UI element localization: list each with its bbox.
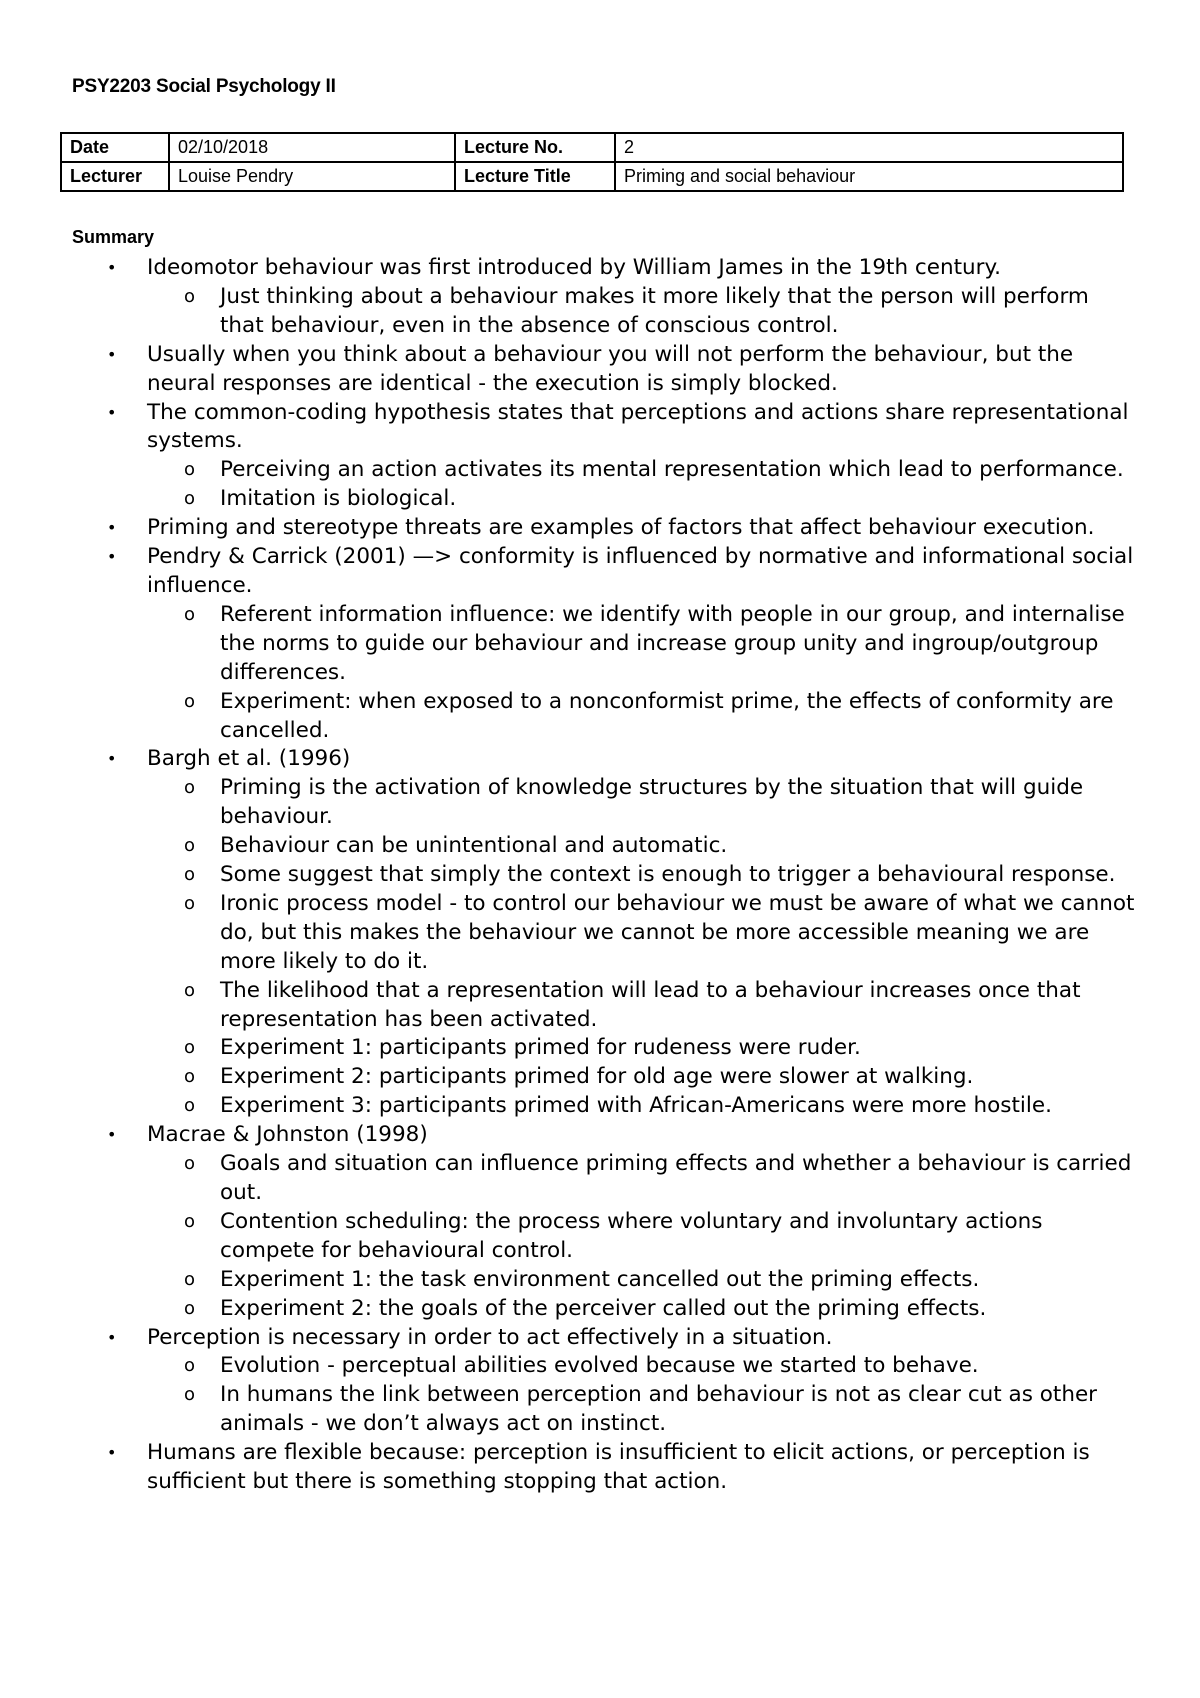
summary-item-text: Humans are flexible because: perception is insufficient to elicit actions, or perception is sufficient but there is something stopping that action. — [147, 1440, 1090, 1495]
sub-bullet-icon: o — [184, 1355, 196, 1377]
sub-item — [147, 1150, 1137, 1208]
summary-heading: Summary — [72, 227, 155, 247]
sub-item — [147, 283, 1137, 341]
sub-bullet-icon: o — [184, 690, 196, 712]
sub-item — [147, 1295, 1137, 1324]
sub-bullet-icon: o — [184, 979, 196, 1001]
sub-item-text: Evolution - perceptual abilities evolved because we started to behave. — [220, 1353, 979, 1379]
sub-bullet-icon: o — [184, 1384, 196, 1406]
lecturer-value: Louise Pendry — [169, 162, 455, 191]
sub-item — [147, 456, 1137, 485]
sub-item — [147, 832, 1137, 861]
summary-item-text: Macrae & Johnston (1998) — [147, 1122, 428, 1148]
sub-item-text: Experiment 3: participants primed with African-Americans were more hostile. — [220, 1093, 1052, 1119]
bullet-icon: • — [107, 547, 117, 567]
sub-bullet-icon: o — [184, 777, 196, 799]
summary-item-text: Priming and stereotype threats are examples of factors that affect behaviour execution. — [147, 515, 1095, 541]
sub-item-text: Perceiving an action activates its mental representation which lead to performance. — [220, 457, 1124, 483]
sub-bullet-icon: o — [184, 892, 196, 914]
lecture-title-label: Lecture Title — [455, 162, 615, 191]
sub-item-text: Imitation is biological. — [220, 486, 457, 512]
summary-list — [0, 254, 1137, 1497]
sub-item-text: Experiment 1: the task environment cancelled out the priming effects. — [220, 1266, 980, 1292]
sub-item-text: Experiment 1: participants primed for rudeness were ruder. — [220, 1035, 861, 1061]
sub-item — [147, 485, 1137, 514]
document-title: PSY2203 Social Psychology II — [72, 76, 336, 97]
bullet-icon: • — [107, 402, 117, 422]
sub-bullet-icon: o — [184, 864, 196, 886]
sub-item — [147, 977, 1137, 1035]
sub-list — [147, 774, 1137, 1121]
summary-item — [0, 745, 1137, 1121]
sub-item-text: Ironic process model - to control our behaviour we must be aware of what we cannot do, but this makes the behaviour we cannot be more accessible meaning we are more likely to do it. — [220, 890, 1135, 974]
bullet-icon: • — [107, 1327, 117, 1347]
bullet-icon: • — [107, 749, 117, 769]
lecture-no-value: 2 — [615, 133, 1123, 162]
bullet-icon: • — [107, 344, 117, 364]
sub-bullet-icon: o — [184, 459, 196, 481]
bullet-icon: • — [107, 1443, 117, 1463]
summary-item — [0, 1121, 1137, 1323]
sub-list — [147, 1352, 1137, 1439]
sub-item-text: Goals and situation can influence priming effects and whether a behaviour is carried out. — [220, 1151, 1132, 1205]
sub-item — [147, 1266, 1137, 1295]
date-value: 02/10/2018 — [169, 133, 455, 162]
summary-item-text: Perception is necessary in order to act effectively in a situation. — [147, 1324, 833, 1350]
sub-bullet-icon: o — [184, 1095, 196, 1117]
sub-item-text: Experiment 2: participants primed for old age were slower at walking. — [220, 1064, 974, 1090]
date-label: Date — [61, 133, 169, 162]
sub-list — [147, 283, 1137, 341]
summary-item — [0, 543, 1137, 745]
sub-item-text: Referent information influence: we identify with people in our group, and internalise the norms to guide our behaviour and increase group unity and ingroup/outgroup differences. — [220, 601, 1125, 685]
sub-item — [147, 1208, 1137, 1266]
summary-item-text: Bargh et al. (1996) — [147, 746, 351, 772]
bullet-icon: • — [107, 1125, 117, 1145]
sub-item-text: Experiment 2: the goals of the perceiver called out the priming effects. — [220, 1295, 987, 1321]
lecture-info-table — [60, 132, 1124, 192]
sub-bullet-icon: o — [184, 1066, 196, 1088]
sub-bullet-icon: o — [184, 488, 196, 510]
sub-bullet-icon: o — [184, 1297, 196, 1319]
sub-item-text: Priming is the activation of knowledge structures by the situation that will guide behaviour. — [220, 775, 1084, 830]
summary-item — [0, 254, 1137, 341]
sub-item — [147, 1352, 1137, 1381]
sub-list — [147, 456, 1137, 514]
sub-item — [147, 861, 1137, 890]
sub-bullet-icon: o — [184, 1153, 196, 1175]
sub-item-text: Behaviour can be unintentional and automatic. — [220, 833, 728, 859]
sub-item — [147, 1092, 1137, 1121]
sub-item-text: The likelihood that a representation will lead to a behaviour increases once that representation has been activated. — [220, 977, 1081, 1032]
sub-item-text: Experiment: when exposed to a nonconformist prime, the effects of conformity are cancelled. — [220, 688, 1114, 743]
sub-bullet-icon: o — [184, 285, 196, 307]
sub-bullet-icon: o — [184, 835, 196, 857]
sub-bullet-icon: o — [184, 603, 196, 625]
sub-item — [147, 890, 1137, 977]
summary-item — [0, 341, 1137, 399]
summary-item-text: Pendry & Carrick (2001) —> conformity is influenced by normative and informational social influence. — [147, 544, 1134, 598]
sub-item — [147, 774, 1137, 832]
bullet-icon: • — [107, 258, 117, 277]
sub-bullet-icon: o — [184, 1268, 196, 1290]
lecturer-label: Lecturer — [61, 162, 169, 191]
summary-item — [0, 514, 1137, 543]
sub-list — [147, 1150, 1137, 1323]
sub-list — [147, 601, 1137, 746]
sub-item-text: Just thinking about a behaviour makes it more likely that the person will perform that behaviour, even in the absence of conscious control. — [220, 283, 1089, 338]
sub-item — [147, 1034, 1137, 1063]
lecture-title-value: Priming and social behaviour — [615, 162, 1123, 191]
sub-item-text: Contention scheduling: the process where voluntary and involuntary actions compete for behavioural control. — [220, 1208, 1043, 1263]
sub-item — [147, 1381, 1137, 1439]
lecture-no-label: Lecture No. — [455, 133, 615, 162]
sub-item — [147, 1063, 1137, 1092]
sub-item — [147, 688, 1137, 746]
summary-item-text: Usually when you think about a behaviour you will not perform the behaviour, but the neural responses are identical - the execution is simply blocked. — [147, 341, 1074, 396]
summary-item — [0, 1324, 1137, 1440]
sub-item — [147, 601, 1137, 688]
sub-bullet-icon: o — [184, 1037, 196, 1059]
sub-item-text: Some suggest that simply the context is enough to trigger a behavioural response. — [220, 862, 1116, 888]
sub-bullet-icon: o — [184, 1210, 196, 1232]
table-row — [61, 133, 1123, 162]
summary-item-text: The common-coding hypothesis states that perceptions and actions share representational systems. — [147, 399, 1129, 454]
table-row — [61, 162, 1123, 191]
bullet-icon: • — [107, 518, 117, 538]
summary-item-text: Ideomotor behaviour was first introduced by William James in the 19th century. — [147, 255, 1001, 280]
summary-item — [0, 399, 1137, 515]
sub-item-text: In humans the link between perception and behaviour is not as clear cut as other animals - we don’t always act on instinct. — [220, 1382, 1098, 1437]
summary-item — [0, 1439, 1137, 1497]
